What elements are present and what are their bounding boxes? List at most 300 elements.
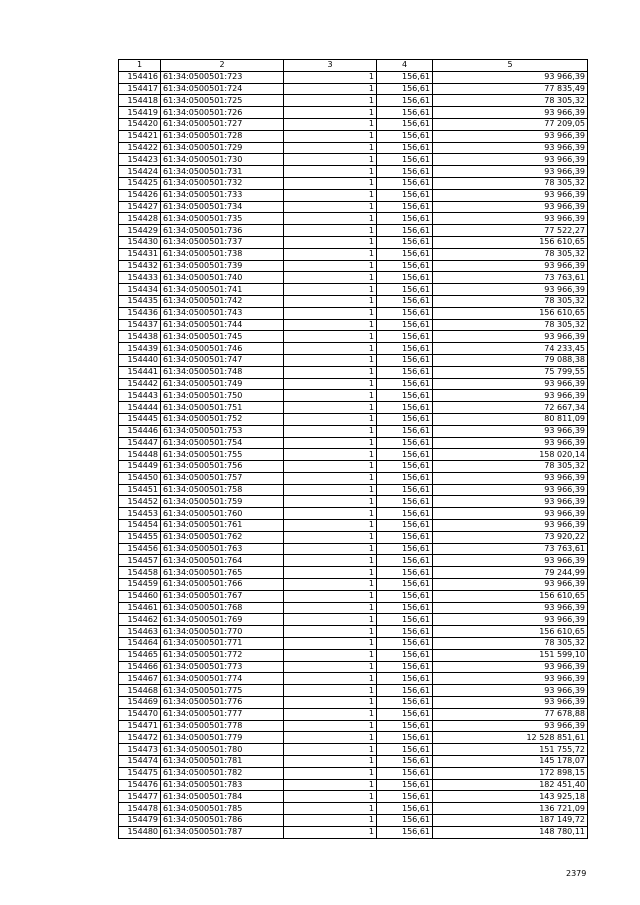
row-index-cell: 154444: [119, 402, 161, 414]
count-cell: 1: [284, 390, 377, 402]
count-cell: 1: [284, 685, 377, 697]
count-cell: 1: [284, 708, 377, 720]
value-cell: 143 925,18: [433, 791, 588, 803]
table-row: [119, 295, 588, 307]
value-cell: 78 305,32: [433, 248, 588, 260]
column-number-5: 5: [433, 60, 588, 72]
cadastral-number-cell: 61:34:0500501:723: [161, 71, 284, 83]
value-cell: 136 721,09: [433, 803, 588, 815]
value-cell: 78 305,32: [433, 638, 588, 650]
count-cell: 1: [284, 284, 377, 296]
cadastral-number-cell: 61:34:0500501:765: [161, 567, 284, 579]
area-cell: 156,61: [377, 803, 433, 815]
area-cell: 156,61: [377, 626, 433, 638]
value-cell: 93 966,39: [433, 130, 588, 142]
count-cell: 1: [284, 720, 377, 732]
cadastral-number-cell: 61:34:0500501:779: [161, 732, 284, 744]
value-cell: 77 522,27: [433, 225, 588, 237]
value-cell: 93 966,39: [433, 154, 588, 166]
table-row: [119, 779, 588, 791]
cadastral-number-cell: 61:34:0500501:787: [161, 826, 284, 838]
area-cell: 156,61: [377, 166, 433, 178]
table-row: [119, 508, 588, 520]
cadastral-number-cell: 61:34:0500501:725: [161, 95, 284, 107]
area-cell: 156,61: [377, 319, 433, 331]
cadastral-number-cell: 61:34:0500501:753: [161, 425, 284, 437]
count-cell: 1: [284, 649, 377, 661]
table-row: [119, 402, 588, 414]
table-row: [119, 107, 588, 119]
value-cell: 93 966,39: [433, 472, 588, 484]
table-row: [119, 272, 588, 284]
value-cell: 172 898,15: [433, 767, 588, 779]
table-row: [119, 543, 588, 555]
area-cell: 156,61: [377, 543, 433, 555]
count-cell: 1: [284, 177, 377, 189]
count-cell: 1: [284, 402, 377, 414]
table-row: [119, 614, 588, 626]
cadastral-number-cell: 61:34:0500501:732: [161, 177, 284, 189]
area-cell: 156,61: [377, 484, 433, 496]
value-cell: 78 305,32: [433, 295, 588, 307]
cadastral-number-cell: 61:34:0500501:760: [161, 508, 284, 520]
row-index-cell: 154466: [119, 661, 161, 673]
table-row: [119, 638, 588, 650]
table-row: [119, 437, 588, 449]
count-cell: 1: [284, 767, 377, 779]
cadastral-number-cell: 61:34:0500501:757: [161, 472, 284, 484]
area-cell: 156,61: [377, 390, 433, 402]
table-row: [119, 756, 588, 768]
row-index-cell: 154434: [119, 284, 161, 296]
table-row: [119, 791, 588, 803]
cadastral-number-cell: 61:34:0500501:763: [161, 543, 284, 555]
area-cell: 156,61: [377, 130, 433, 142]
row-index-cell: 154431: [119, 248, 161, 260]
row-index-cell: 154445: [119, 413, 161, 425]
value-cell: 93 966,39: [433, 685, 588, 697]
area-cell: 156,61: [377, 236, 433, 248]
row-index-cell: 154463: [119, 626, 161, 638]
table-row: [119, 602, 588, 614]
area-cell: 156,61: [377, 83, 433, 95]
value-cell: 187 149,72: [433, 815, 588, 827]
area-cell: 156,61: [377, 472, 433, 484]
count-cell: 1: [284, 803, 377, 815]
value-cell: 73 763,61: [433, 543, 588, 555]
table-row: [119, 189, 588, 201]
count-cell: 1: [284, 260, 377, 272]
cadastral-number-cell: 61:34:0500501:774: [161, 673, 284, 685]
row-index-cell: 154456: [119, 543, 161, 555]
value-cell: 93 966,39: [433, 284, 588, 296]
cadastral-number-cell: 61:34:0500501:770: [161, 626, 284, 638]
row-index-cell: 154454: [119, 520, 161, 532]
cadastral-number-cell: 61:34:0500501:729: [161, 142, 284, 154]
value-cell: 93 966,39: [433, 166, 588, 178]
row-index-cell: 154465: [119, 649, 161, 661]
value-cell: 93 966,39: [433, 697, 588, 709]
count-cell: 1: [284, 826, 377, 838]
cadastral-number-cell: 61:34:0500501:780: [161, 744, 284, 756]
table-row: [119, 744, 588, 756]
count-cell: 1: [284, 413, 377, 425]
table-row: [119, 390, 588, 402]
count-cell: 1: [284, 779, 377, 791]
table-row: [119, 449, 588, 461]
area-cell: 156,61: [377, 343, 433, 355]
value-cell: 93 966,39: [433, 425, 588, 437]
table-row: [119, 142, 588, 154]
count-cell: 1: [284, 673, 377, 685]
row-index-cell: 154419: [119, 107, 161, 119]
cadastral-number-cell: 61:34:0500501:745: [161, 331, 284, 343]
count-cell: 1: [284, 248, 377, 260]
table-row: [119, 284, 588, 296]
cadastral-number-cell: 61:34:0500501:727: [161, 118, 284, 130]
area-cell: 156,61: [377, 579, 433, 591]
value-cell: 72 667,34: [433, 402, 588, 414]
row-index-cell: 154440: [119, 354, 161, 366]
value-cell: 93 966,39: [433, 189, 588, 201]
count-cell: 1: [284, 201, 377, 213]
row-index-cell: 154442: [119, 378, 161, 390]
area-cell: 156,61: [377, 402, 433, 414]
cadastral-number-cell: 61:34:0500501:738: [161, 248, 284, 260]
row-index-cell: 154443: [119, 390, 161, 402]
column-number-2: 2: [161, 60, 284, 72]
row-index-cell: 154425: [119, 177, 161, 189]
value-cell: 78 305,32: [433, 461, 588, 473]
cadastral-number-cell: 61:34:0500501:754: [161, 437, 284, 449]
count-cell: 1: [284, 520, 377, 532]
area-cell: 156,61: [377, 555, 433, 567]
cadastral-number-cell: 61:34:0500501:755: [161, 449, 284, 461]
cadastral-number-cell: 61:34:0500501:761: [161, 520, 284, 532]
value-cell: 93 966,39: [433, 71, 588, 83]
cadastral-number-cell: 61:34:0500501:752: [161, 413, 284, 425]
table-row: [119, 567, 588, 579]
count-cell: 1: [284, 130, 377, 142]
value-cell: 77 209,05: [433, 118, 588, 130]
cadastral-number-cell: 61:34:0500501:758: [161, 484, 284, 496]
table-row: [119, 803, 588, 815]
table-row: [119, 531, 588, 543]
table-row: [119, 343, 588, 355]
area-cell: 156,61: [377, 284, 433, 296]
row-index-cell: 154416: [119, 71, 161, 83]
area-cell: 156,61: [377, 354, 433, 366]
cadastral-number-cell: 61:34:0500501:782: [161, 767, 284, 779]
area-cell: 156,61: [377, 201, 433, 213]
area-cell: 156,61: [377, 590, 433, 602]
count-cell: 1: [284, 555, 377, 567]
cadastral-number-cell: 61:34:0500501:726: [161, 107, 284, 119]
row-index-cell: 154418: [119, 95, 161, 107]
area-cell: 156,61: [377, 248, 433, 260]
row-index-cell: 154448: [119, 449, 161, 461]
table-row: [119, 461, 588, 473]
area-cell: 156,61: [377, 697, 433, 709]
row-index-cell: 154458: [119, 567, 161, 579]
registry-table: [118, 59, 588, 839]
row-index-cell: 154439: [119, 343, 161, 355]
count-cell: 1: [284, 166, 377, 178]
cadastral-number-cell: 61:34:0500501:730: [161, 154, 284, 166]
count-cell: 1: [284, 472, 377, 484]
cadastral-number-cell: 61:34:0500501:743: [161, 307, 284, 319]
count-cell: 1: [284, 189, 377, 201]
cadastral-number-cell: 61:34:0500501:767: [161, 590, 284, 602]
area-cell: 156,61: [377, 71, 433, 83]
count-cell: 1: [284, 496, 377, 508]
count-cell: 1: [284, 744, 377, 756]
area-cell: 156,61: [377, 815, 433, 827]
row-index-cell: 154455: [119, 531, 161, 543]
value-cell: 93 966,39: [433, 555, 588, 567]
area-cell: 156,61: [377, 213, 433, 225]
row-index-cell: 154447: [119, 437, 161, 449]
row-index-cell: 154468: [119, 685, 161, 697]
value-cell: 80 811,09: [433, 413, 588, 425]
row-index-cell: 154446: [119, 425, 161, 437]
cadastral-number-cell: 61:34:0500501:734: [161, 201, 284, 213]
table-row: [119, 225, 588, 237]
cadastral-number-cell: 61:34:0500501:741: [161, 284, 284, 296]
row-index-cell: 154467: [119, 673, 161, 685]
value-cell: 93 966,39: [433, 390, 588, 402]
row-index-cell: 154474: [119, 756, 161, 768]
area-cell: 156,61: [377, 496, 433, 508]
area-cell: 156,61: [377, 413, 433, 425]
count-cell: 1: [284, 791, 377, 803]
row-index-cell: 154457: [119, 555, 161, 567]
area-cell: 156,61: [377, 225, 433, 237]
table-row: [119, 354, 588, 366]
table-row: [119, 307, 588, 319]
table-row: [119, 260, 588, 272]
value-cell: 145 178,07: [433, 756, 588, 768]
area-cell: 156,61: [377, 461, 433, 473]
count-cell: 1: [284, 508, 377, 520]
count-cell: 1: [284, 449, 377, 461]
count-cell: 1: [284, 697, 377, 709]
row-index-cell: 154432: [119, 260, 161, 272]
row-index-cell: 154441: [119, 366, 161, 378]
area-cell: 156,61: [377, 791, 433, 803]
value-cell: 156 610,65: [433, 626, 588, 638]
value-cell: 93 966,39: [433, 213, 588, 225]
count-cell: 1: [284, 437, 377, 449]
area-cell: 156,61: [377, 425, 433, 437]
value-cell: 93 966,39: [433, 142, 588, 154]
row-index-cell: 154428: [119, 213, 161, 225]
value-cell: 151 755,72: [433, 744, 588, 756]
row-index-cell: 154476: [119, 779, 161, 791]
area-cell: 156,61: [377, 142, 433, 154]
area-cell: 156,61: [377, 177, 433, 189]
count-cell: 1: [284, 815, 377, 827]
count-cell: 1: [284, 213, 377, 225]
value-cell: 93 966,39: [433, 508, 588, 520]
cadastral-number-cell: 61:34:0500501:776: [161, 697, 284, 709]
cadastral-number-cell: 61:34:0500501:739: [161, 260, 284, 272]
value-cell: 158 020,14: [433, 449, 588, 461]
value-cell: 93 966,39: [433, 614, 588, 626]
row-index-cell: 154472: [119, 732, 161, 744]
row-index-cell: 154469: [119, 697, 161, 709]
row-index-cell: 154459: [119, 579, 161, 591]
cadastral-number-cell: 61:34:0500501:786: [161, 815, 284, 827]
value-cell: 78 305,32: [433, 319, 588, 331]
row-index-cell: 154438: [119, 331, 161, 343]
cadastral-number-cell: 61:34:0500501:728: [161, 130, 284, 142]
count-cell: 1: [284, 579, 377, 591]
cadastral-number-cell: 61:34:0500501:735: [161, 213, 284, 225]
area-cell: 156,61: [377, 649, 433, 661]
table-row: [119, 579, 588, 591]
cadastral-number-cell: 61:34:0500501:724: [161, 83, 284, 95]
table-row: [119, 130, 588, 142]
table-row: [119, 555, 588, 567]
count-cell: 1: [284, 236, 377, 248]
count-cell: 1: [284, 83, 377, 95]
table-row: [119, 732, 588, 744]
value-cell: 74 233,45: [433, 343, 588, 355]
count-cell: 1: [284, 756, 377, 768]
area-cell: 156,61: [377, 661, 433, 673]
row-index-cell: 154421: [119, 130, 161, 142]
table-row: [119, 95, 588, 107]
value-cell: 156 610,65: [433, 236, 588, 248]
row-index-cell: 154424: [119, 166, 161, 178]
value-cell: 156 610,65: [433, 307, 588, 319]
value-cell: 78 305,32: [433, 95, 588, 107]
table-row: [119, 71, 588, 83]
area-cell: 156,61: [377, 673, 433, 685]
value-cell: 148 780,11: [433, 826, 588, 838]
row-index-cell: 154462: [119, 614, 161, 626]
row-index-cell: 154435: [119, 295, 161, 307]
count-cell: 1: [284, 272, 377, 284]
cadastral-number-cell: 61:34:0500501:744: [161, 319, 284, 331]
cadastral-number-cell: 61:34:0500501:747: [161, 354, 284, 366]
value-cell: 93 966,39: [433, 496, 588, 508]
value-cell: 93 966,39: [433, 378, 588, 390]
table-row: [119, 166, 588, 178]
cadastral-number-cell: 61:34:0500501:771: [161, 638, 284, 650]
area-cell: 156,61: [377, 826, 433, 838]
area-cell: 156,61: [377, 708, 433, 720]
table-row: [119, 201, 588, 213]
value-cell: 93 966,39: [433, 107, 588, 119]
column-number-4: 4: [377, 60, 433, 72]
value-cell: 93 966,39: [433, 520, 588, 532]
row-index-cell: 154429: [119, 225, 161, 237]
cadastral-number-cell: 61:34:0500501:773: [161, 661, 284, 673]
count-cell: 1: [284, 626, 377, 638]
count-cell: 1: [284, 107, 377, 119]
area-cell: 156,61: [377, 602, 433, 614]
count-cell: 1: [284, 602, 377, 614]
count-cell: 1: [284, 638, 377, 650]
count-cell: 1: [284, 142, 377, 154]
row-index-cell: 154436: [119, 307, 161, 319]
cadastral-number-cell: 61:34:0500501:768: [161, 602, 284, 614]
cadastral-number-cell: 61:34:0500501:781: [161, 756, 284, 768]
count-cell: 1: [284, 225, 377, 237]
area-cell: 156,61: [377, 756, 433, 768]
row-index-cell: 154473: [119, 744, 161, 756]
value-cell: 73 920,22: [433, 531, 588, 543]
column-number-1: 1: [119, 60, 161, 72]
cadastral-number-cell: 61:34:0500501:777: [161, 708, 284, 720]
table-row: [119, 319, 588, 331]
area-cell: 156,61: [377, 272, 433, 284]
area-cell: 156,61: [377, 295, 433, 307]
row-index-cell: 154423: [119, 154, 161, 166]
value-cell: 93 966,39: [433, 260, 588, 272]
row-index-cell: 154420: [119, 118, 161, 130]
table-row: [119, 248, 588, 260]
area-cell: 156,61: [377, 685, 433, 697]
row-index-cell: 154449: [119, 461, 161, 473]
row-index-cell: 154453: [119, 508, 161, 520]
area-cell: 156,61: [377, 437, 433, 449]
row-index-cell: 154452: [119, 496, 161, 508]
cadastral-number-cell: 61:34:0500501:785: [161, 803, 284, 815]
area-cell: 156,61: [377, 767, 433, 779]
area-cell: 156,61: [377, 567, 433, 579]
table-row: [119, 413, 588, 425]
row-index-cell: 154426: [119, 189, 161, 201]
area-cell: 156,61: [377, 331, 433, 343]
value-cell: 182 451,40: [433, 779, 588, 791]
count-cell: 1: [284, 461, 377, 473]
value-cell: 12 528 851,61: [433, 732, 588, 744]
table-row: [119, 213, 588, 225]
area-cell: 156,61: [377, 449, 433, 461]
area-cell: 156,61: [377, 720, 433, 732]
row-index-cell: 154470: [119, 708, 161, 720]
count-cell: 1: [284, 732, 377, 744]
value-cell: 77 835,49: [433, 83, 588, 95]
count-cell: 1: [284, 95, 377, 107]
table-row: [119, 661, 588, 673]
cadastral-number-cell: 61:34:0500501:783: [161, 779, 284, 791]
row-index-cell: 154422: [119, 142, 161, 154]
area-cell: 156,61: [377, 154, 433, 166]
row-index-cell: 154437: [119, 319, 161, 331]
table-row: [119, 366, 588, 378]
table-row: [119, 484, 588, 496]
table-row: [119, 472, 588, 484]
count-cell: 1: [284, 425, 377, 437]
value-cell: 93 966,39: [433, 673, 588, 685]
column-number-3: 3: [284, 60, 377, 72]
table-row: [119, 673, 588, 685]
count-cell: 1: [284, 319, 377, 331]
table-row: [119, 177, 588, 189]
table-row: [119, 697, 588, 709]
value-cell: 93 966,39: [433, 579, 588, 591]
table-row: [119, 685, 588, 697]
table-row: [119, 425, 588, 437]
count-cell: 1: [284, 567, 377, 579]
cadastral-number-cell: 61:34:0500501:772: [161, 649, 284, 661]
count-cell: 1: [284, 590, 377, 602]
count-cell: 1: [284, 343, 377, 355]
